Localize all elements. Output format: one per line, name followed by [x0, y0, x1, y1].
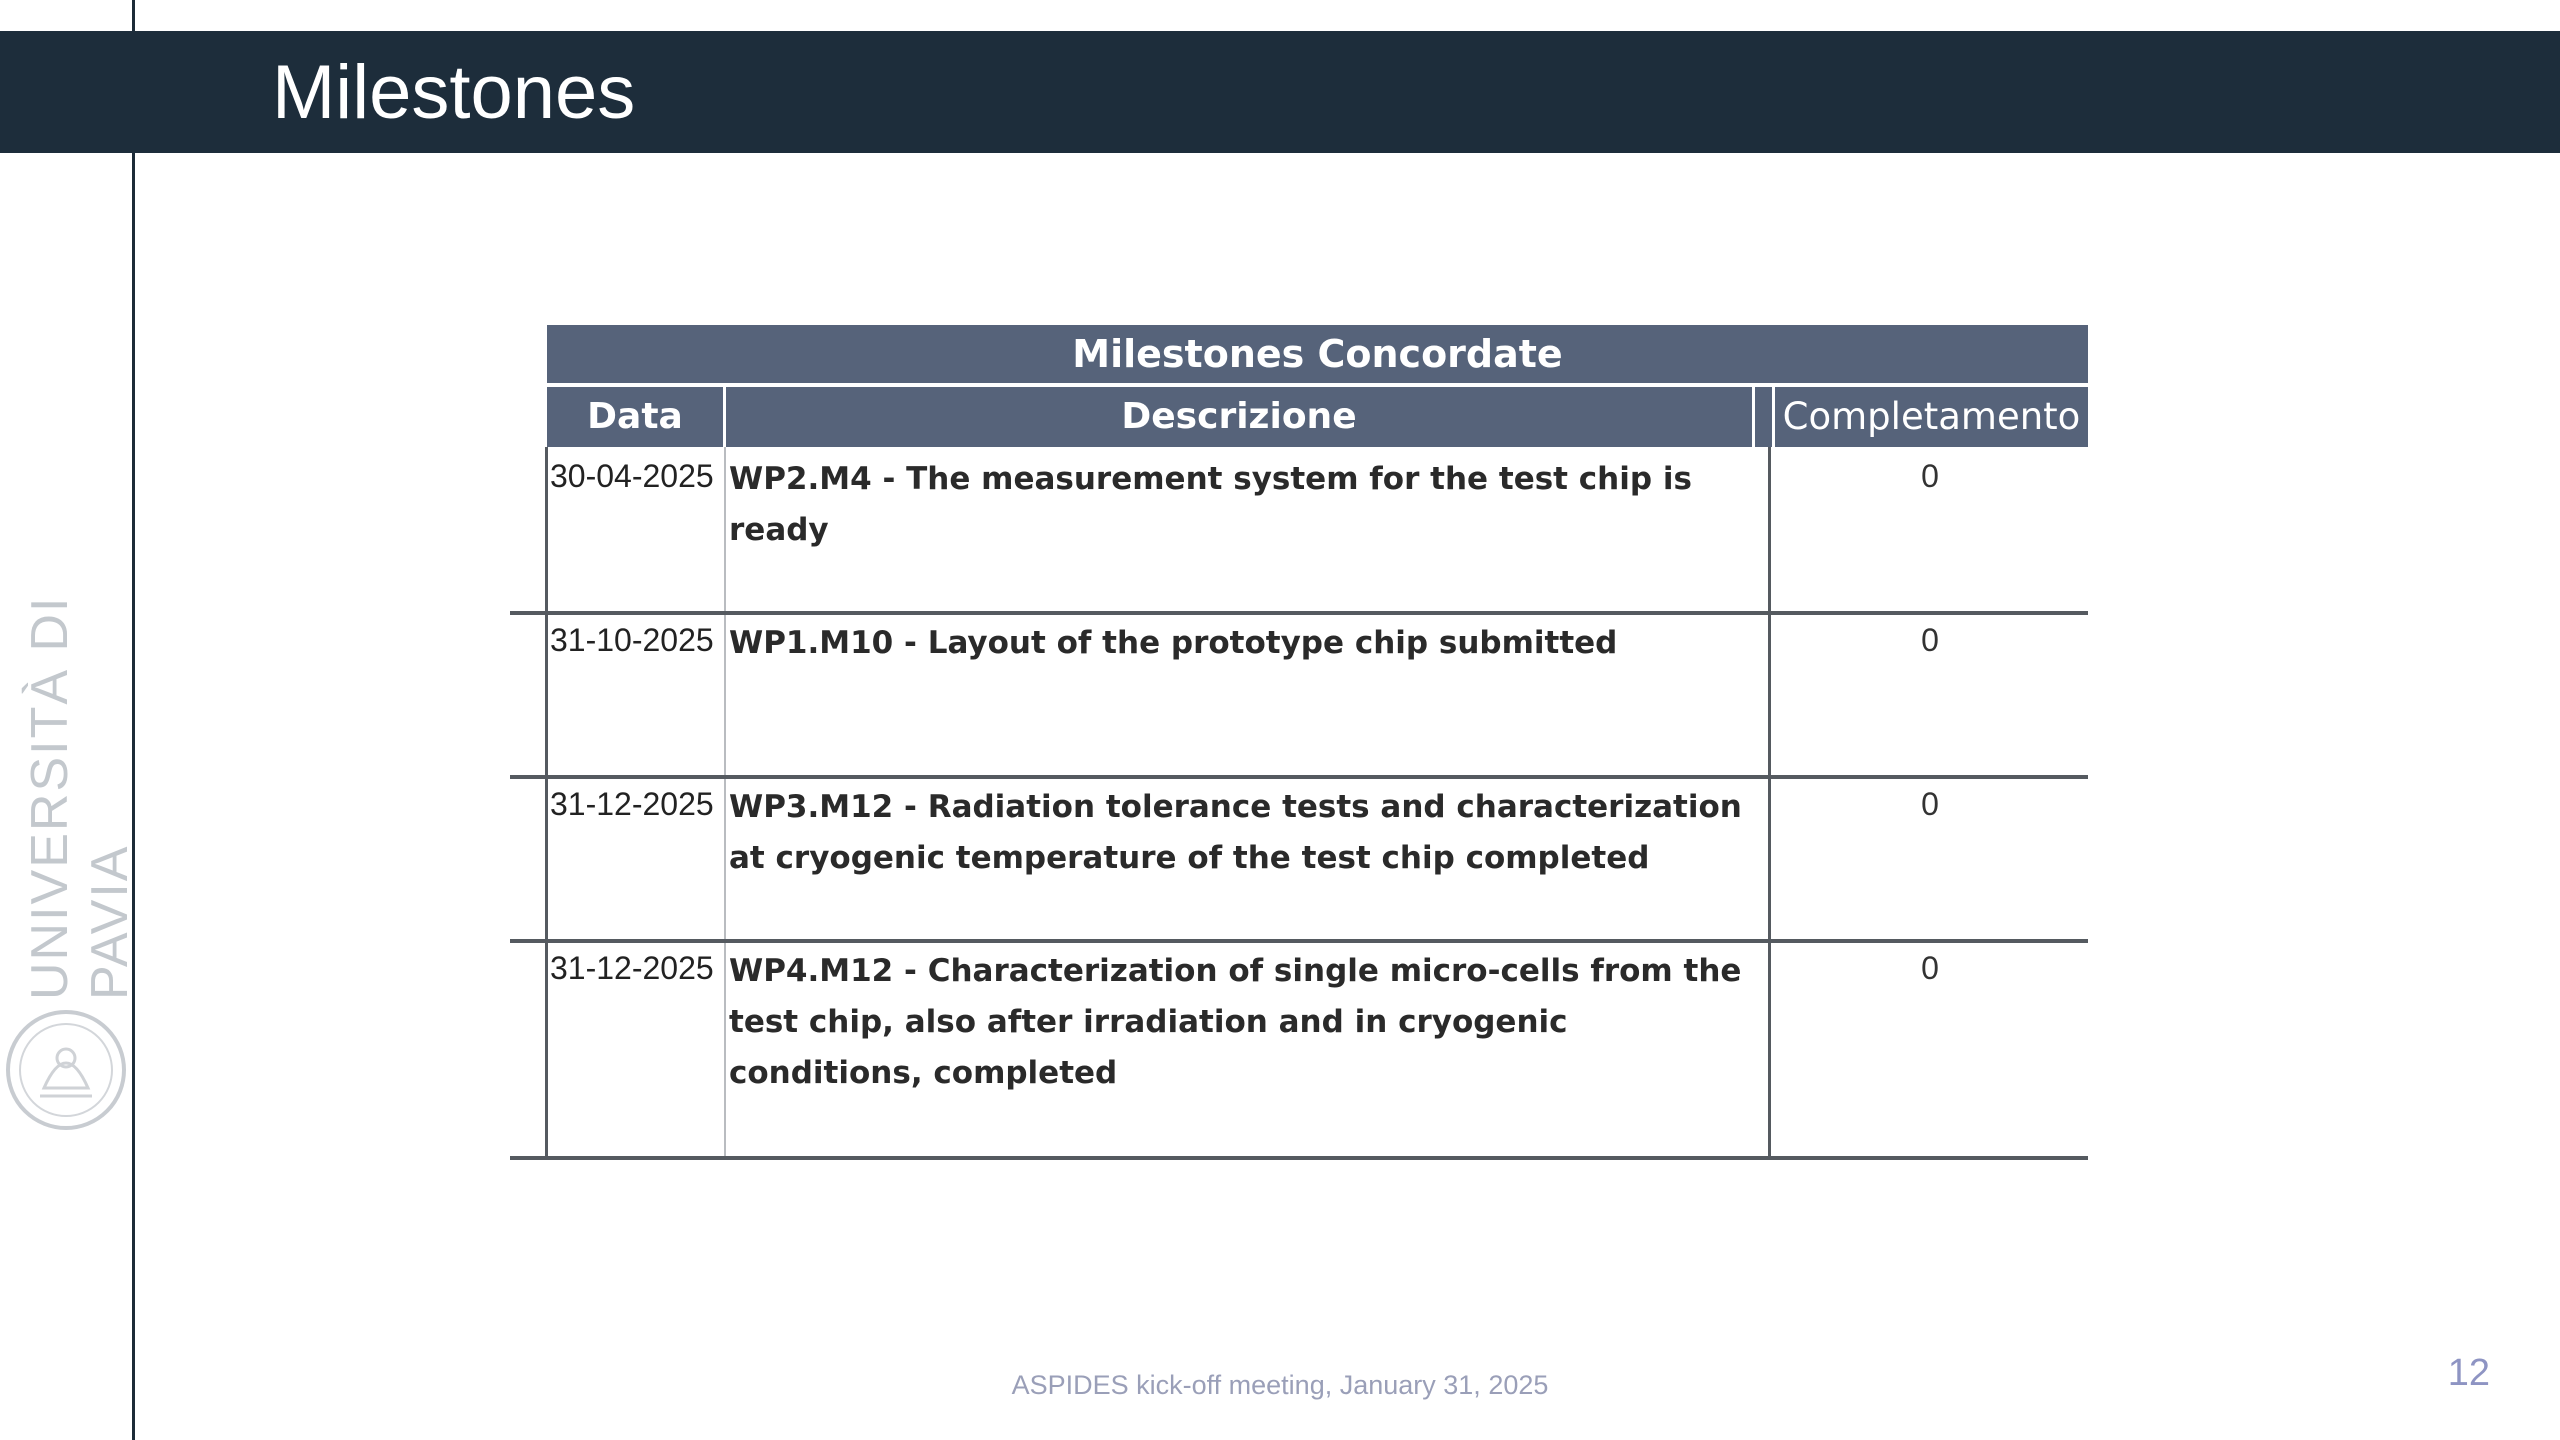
row-3-date: 31-12-2025: [550, 786, 714, 822]
slide-footer: ASPIDES kick-off meeting, January 31, 2025: [1011, 1370, 1549, 1400]
university-watermark: [20, 480, 139, 1000]
title-bar: [0, 31, 2560, 153]
row-1-date: 30-04-2025: [550, 458, 714, 494]
row-1-description: WP2.M4 - The measurement system for the test chip is ready: [729, 461, 1692, 548]
row-separator: [510, 611, 2088, 615]
milestones-table: [510, 325, 2088, 1160]
table-header-row: [547, 387, 2088, 447]
table-caption: Milestones Concordate: [547, 325, 2088, 383]
row-4-date: 31-12-2025: [550, 950, 714, 986]
table-left-border: [545, 447, 548, 1160]
row-3-description: WP3.M12 - Radiation tolerance tests and characterization at cryogenic temperature of the test chip completed: [729, 789, 1742, 876]
row-separator: [510, 939, 2088, 943]
header-description: Descrizione: [1121, 396, 1357, 437]
row-2-date: 31-10-2025: [550, 622, 714, 658]
watermark-text: UNIVERSITÀ DI PAVIA: [21, 595, 139, 1000]
row-4-completion: 0: [1921, 950, 1939, 986]
completion-column-divider: [1768, 447, 1771, 1160]
row-3-completion: 0: [1921, 786, 1939, 822]
row-separator: [510, 775, 2088, 779]
row-2-completion: 0: [1921, 622, 1939, 658]
page-number: 12: [2447, 1352, 2490, 1394]
header-completion: Completamento: [1782, 395, 2081, 438]
slide-title: Milestones: [272, 50, 636, 135]
table-bottom-border: [510, 1156, 2088, 1160]
left-vertical-rule: [132, 0, 135, 1440]
row-2-description: WP1.M10 - Layout of the prototype chip submitted: [729, 625, 1618, 661]
header-date: Data: [587, 396, 683, 437]
university-seal-icon: [4, 1008, 128, 1132]
row-1-completion: 0: [1921, 458, 1939, 494]
row-4-description: WP4.M12 - Characterization of single micro-cells from the test chip, also after irradiation and in cryogenic conditions, completed: [729, 953, 1742, 1091]
header-separator: [1752, 387, 1755, 447]
